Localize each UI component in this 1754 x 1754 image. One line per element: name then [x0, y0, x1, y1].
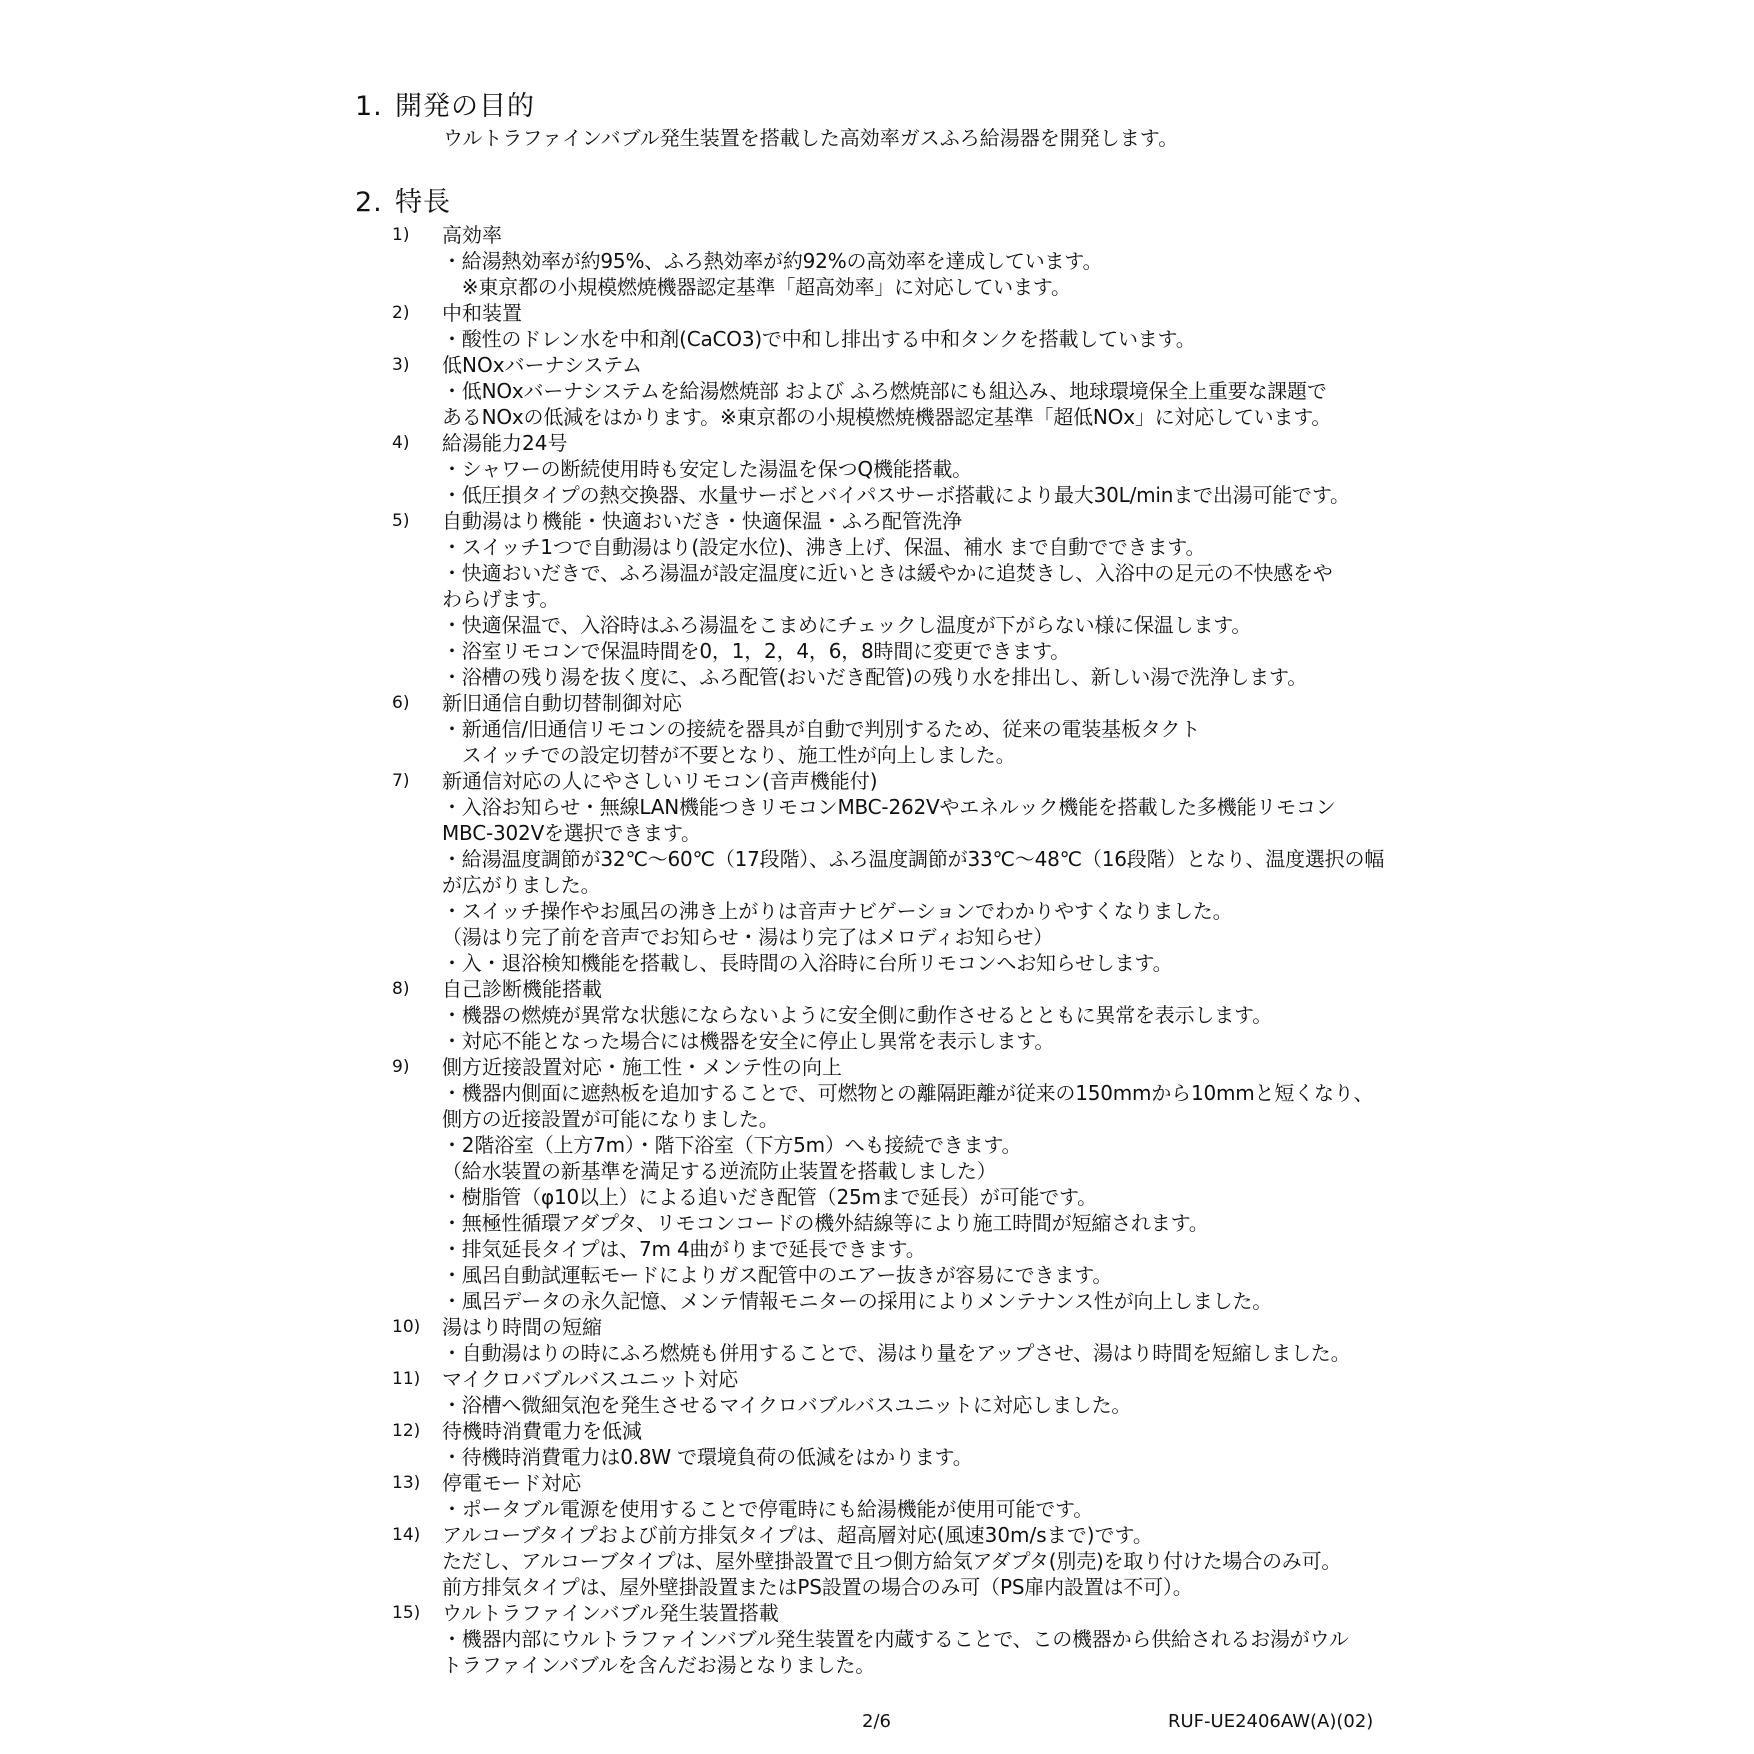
feature-item-line: ・シャワーの断続使用時も安定した湯温を保つQ機能搭載。: [442, 457, 972, 481]
feature-item-number: 12): [392, 1421, 421, 1441]
feature-item-line: ・機器内側面に遮熱板を追加することで、可燃物との離隔距離が従来の150mmから10mmと短くなり、: [442, 1081, 1374, 1105]
feature-item-line: ・対応不能となった場合には機器を安全に停止し異常を表示します。: [442, 1029, 1055, 1053]
feature-item-number: 13): [392, 1473, 421, 1493]
feature-item-title-text: 側方近接設置対応・施工性・メンテ性の向上: [442, 1055, 842, 1079]
page-number: 2/6: [862, 1711, 891, 1732]
feature-item-line: ・給湯温度調節が32℃～60℃（17段階）、ふろ温度調節が33℃～48℃（16段階）となり、温度選択の幅: [442, 847, 1385, 871]
feature-item-number: 2): [392, 303, 410, 323]
feature-item-number: 3): [392, 355, 410, 375]
feature-item: [392, 352, 1432, 430]
feature-item: [392, 1366, 1432, 1418]
feature-item-title-text: 新旧通信自動切替制御対応: [442, 691, 682, 715]
feature-item-line: ・スイッチ1つで自動湯はり(設定水位)、沸き上げ、保温、補水 まで自動でできます。: [442, 535, 1206, 559]
feature-item-line: ・快適保温で、入浴時はふろ湯温をこまめにチェックし温度が下がらない様に保温します。: [442, 613, 1252, 637]
feature-item: [392, 300, 1432, 352]
feature-item-title-text: 低NOxバーナシステム: [442, 353, 643, 377]
feature-list: [392, 222, 1432, 1678]
feature-item-title: [392, 690, 1432, 716]
feature-item-line: わらげます。: [442, 587, 560, 611]
feature-item-title-text: マイクロバブルバスユニット対応: [442, 1367, 739, 1391]
section-2-title: 特長: [395, 187, 451, 218]
feature-item-line: ・風呂データの永久記憶、メンテ情報モニターの採用によりメンテナンス性が向上しました。: [442, 1289, 1272, 1313]
feature-item-title-text: 湯はり時間の短縮: [442, 1315, 602, 1339]
feature-item-line: スイッチでの設定切替が不要となり、施工性が向上しました。: [442, 743, 1016, 767]
feature-item: [392, 1470, 1432, 1522]
feature-item-title-text: 待機時消費電力を低減: [442, 1419, 642, 1443]
feature-item: [392, 1314, 1432, 1366]
feature-item-title: [392, 1470, 1432, 1496]
feature-item-number: 14): [392, 1525, 421, 1545]
feature-item-number: 15): [392, 1603, 421, 1623]
feature-item: [392, 1522, 1432, 1600]
feature-item-title: [392, 1366, 1432, 1392]
feature-item-line: あるNOxの低減をはかります。※東京都の小規模燃焼機器認定基準「超低NOx」に対応しています。: [442, 405, 1332, 429]
feature-item-title-text: 中和装置: [442, 301, 522, 325]
feature-item-title: [392, 508, 1432, 534]
feature-item-line: ・機器の燃焼が異常な状態にならないように安全側に動作させるとともに異常を表示します。: [442, 1003, 1272, 1027]
feature-item-line: ・スイッチ操作やお風呂の沸き上がりは音声ナビゲーションでわかりやすくなりました。: [442, 899, 1233, 923]
feature-item-line: （湯はり完了前を音声でお知らせ・湯はり完了はメロディお知らせ）: [442, 925, 1053, 949]
feature-item-title-text: 停電モード対応: [442, 1471, 582, 1495]
feature-item-title: [392, 1054, 1432, 1080]
feature-item-line: ・低NOxバーナシステムを給湯燃焼部 および ふろ燃焼部にも組込み、地球環境保全上重要な課題で: [442, 379, 1327, 403]
feature-item: [392, 430, 1432, 508]
feature-item-line: ※東京都の小規模燃焼機器認定基準「超高効率」に対応しています。: [442, 275, 1071, 299]
feature-item-title-text: 新通信対応の人にやさしいリモコン(音声機能付): [442, 769, 878, 793]
feature-item-line: ・ポータブル電源を使用することで停電時にも給湯機能が使用可能です。: [442, 1497, 1093, 1521]
feature-item-line: 前方排気タイプは、屋外壁掛設置またはPS設置の場合のみ可（PS扉内設置は不可）。: [442, 1575, 1193, 1599]
feature-item-line: ・無極性循環アダプタ、リモコンコードの機外結線等により施工時間が短縮されます。: [442, 1211, 1209, 1235]
feature-item-line: ・自動湯はりの時にふろ燃焼も併用することで、湯はり量をアップさせ、湯はり時間を短縮しました。: [442, 1341, 1351, 1365]
feature-item-number: 4): [392, 433, 410, 453]
feature-item-line: が広がりました。: [442, 873, 601, 897]
feature-item: [392, 690, 1432, 768]
feature-item-title: [392, 1314, 1432, 1340]
feature-item-line: ・排気延長タイプは、7m 4曲がりまで延長できます。: [442, 1237, 926, 1261]
feature-item-line: ただし、アルコーブタイプは、屋外壁掛設置で且つ側方給気アダプタ(別売)を取り付けた場合のみ可。: [442, 1549, 1342, 1573]
model-number: RUF-UE2406AW(A)(02): [1168, 1711, 1374, 1732]
feature-item-number: 11): [392, 1369, 421, 1389]
feature-item-title-text: ウルトラファインバブル発生装置搭載: [442, 1601, 779, 1625]
section-1-body: ウルトラファインバブル発生装置を搭載した高効率ガスふろ給湯器を開発します。: [443, 126, 1179, 150]
feature-item-line: ・低圧損タイプの熱交換器、水量サーボとバイパスサーボ搭載により最大30L/minまで出湯可能です。: [442, 483, 1350, 507]
feature-item-title: [392, 300, 1432, 326]
feature-item: [392, 1600, 1432, 1678]
feature-item-number: 7): [392, 771, 410, 791]
feature-item-title: [392, 1418, 1432, 1444]
feature-item-line: ・2階浴室（上方7m）・階下浴室（下方5m）へも接続できます。: [442, 1133, 1022, 1157]
feature-item-line: ・給湯熱効率が約95%、ふろ熱効率が約92%の高効率を達成しています。: [442, 249, 1103, 273]
section-1-number: 1.: [355, 91, 383, 122]
feature-item-line: ・機器内部にウルトラファインバブル発生装置を内蔵することで、この機器から供給されるお湯がウル: [442, 1627, 1349, 1651]
feature-item-line: トラファインバブルを含んだお湯となりました。: [442, 1653, 875, 1677]
feature-item: [392, 1418, 1432, 1470]
feature-item: [392, 222, 1432, 300]
feature-item-number: 9): [392, 1057, 410, 1077]
feature-item: [392, 768, 1432, 976]
feature-item-number: 8): [392, 979, 410, 999]
feature-item: [392, 976, 1432, 1054]
feature-item-title: [392, 352, 1432, 378]
feature-item-title-text: 自動湯はり機能・快適おいだき・快適保温・ふろ配管洗浄: [442, 509, 962, 533]
feature-item-line: ・快適おいだきで、ふろ湯温が設定温度に近いときは緩やかに追焚きし、入浴中の足元の不快感をや: [442, 561, 1333, 585]
feature-item-number: 6): [392, 693, 410, 713]
feature-item-title-text: 給湯能力24号: [442, 431, 568, 455]
feature-item-title: [392, 976, 1432, 1002]
feature-item-line: ・風呂自動試運転モードによりガス配管中のエアー抜きが容易にできます。: [442, 1263, 1113, 1287]
feature-item-number: 1): [392, 225, 410, 245]
feature-item-title: [392, 430, 1432, 456]
feature-item-line: ・新通信/旧通信リモコンの接続を器具が自動で判別するため、従来の電装基板タクト: [442, 717, 1201, 741]
feature-item-title-text: アルコーブタイプおよび前方排気タイプは、超高層対応(風速30m/sまで)です。: [442, 1523, 1153, 1547]
feature-item-line: MBC-302Vを選択できます。: [442, 821, 701, 845]
feature-item-title: [392, 1522, 1432, 1548]
feature-item-number: 10): [392, 1317, 421, 1337]
feature-item-title: [392, 222, 1432, 248]
feature-item-number: 5): [392, 511, 410, 531]
section-1-heading: [355, 90, 535, 124]
section-2-number: 2.: [355, 187, 383, 218]
feature-item: [392, 508, 1432, 690]
feature-item-line: ・待機時消費電力は0.8W で環境負荷の低減をはかります。: [442, 1445, 973, 1469]
feature-item-line: ・浴槽の残り湯を抜く度に、ふろ配管(おいだき配管)の残り水を排出し、新しい湯で洗浄します。: [442, 665, 1308, 689]
feature-item-title: [392, 768, 1432, 794]
feature-item-line: （給水装置の新基準を満足する逆流防止装置を搭載しました）: [442, 1159, 997, 1183]
feature-item: [392, 1054, 1432, 1314]
section-1-title: 開発の目的: [395, 91, 535, 122]
feature-item-line: ・浴槽へ微細気泡を発生させるマイクロバブルバスユニットに対応しました。: [442, 1393, 1132, 1417]
feature-item-line: ・入浴お知らせ・無線LAN機能つきリモコンMBC-262Vやエネルック機能を搭載した多機能リモコン: [442, 795, 1336, 819]
feature-item-line: ・酸性のドレン水を中和剤(CaCO3)で中和し排出する中和タンクを搭載しています。: [442, 327, 1196, 351]
feature-item-line: ・樹脂管（φ10以上）による追いだき配管（25mまで延長）が可能です。: [442, 1185, 1097, 1209]
feature-item-title-text: 高効率: [442, 223, 502, 247]
feature-item-title: [392, 1600, 1432, 1626]
feature-item-line: ・入・退浴検知機能を搭載し、長時間の入浴時に台所リモコンへお知らせします。: [442, 951, 1173, 975]
section-2-heading: [355, 186, 451, 220]
feature-item-title-text: 自己診断機能搭載: [442, 977, 602, 1001]
feature-item-line: 側方の近接設置が可能になりました。: [442, 1107, 779, 1131]
feature-item-line: ・浴室リモコンで保温時間を0，1，2，4，6，8時間に変更できます。: [442, 639, 1070, 663]
